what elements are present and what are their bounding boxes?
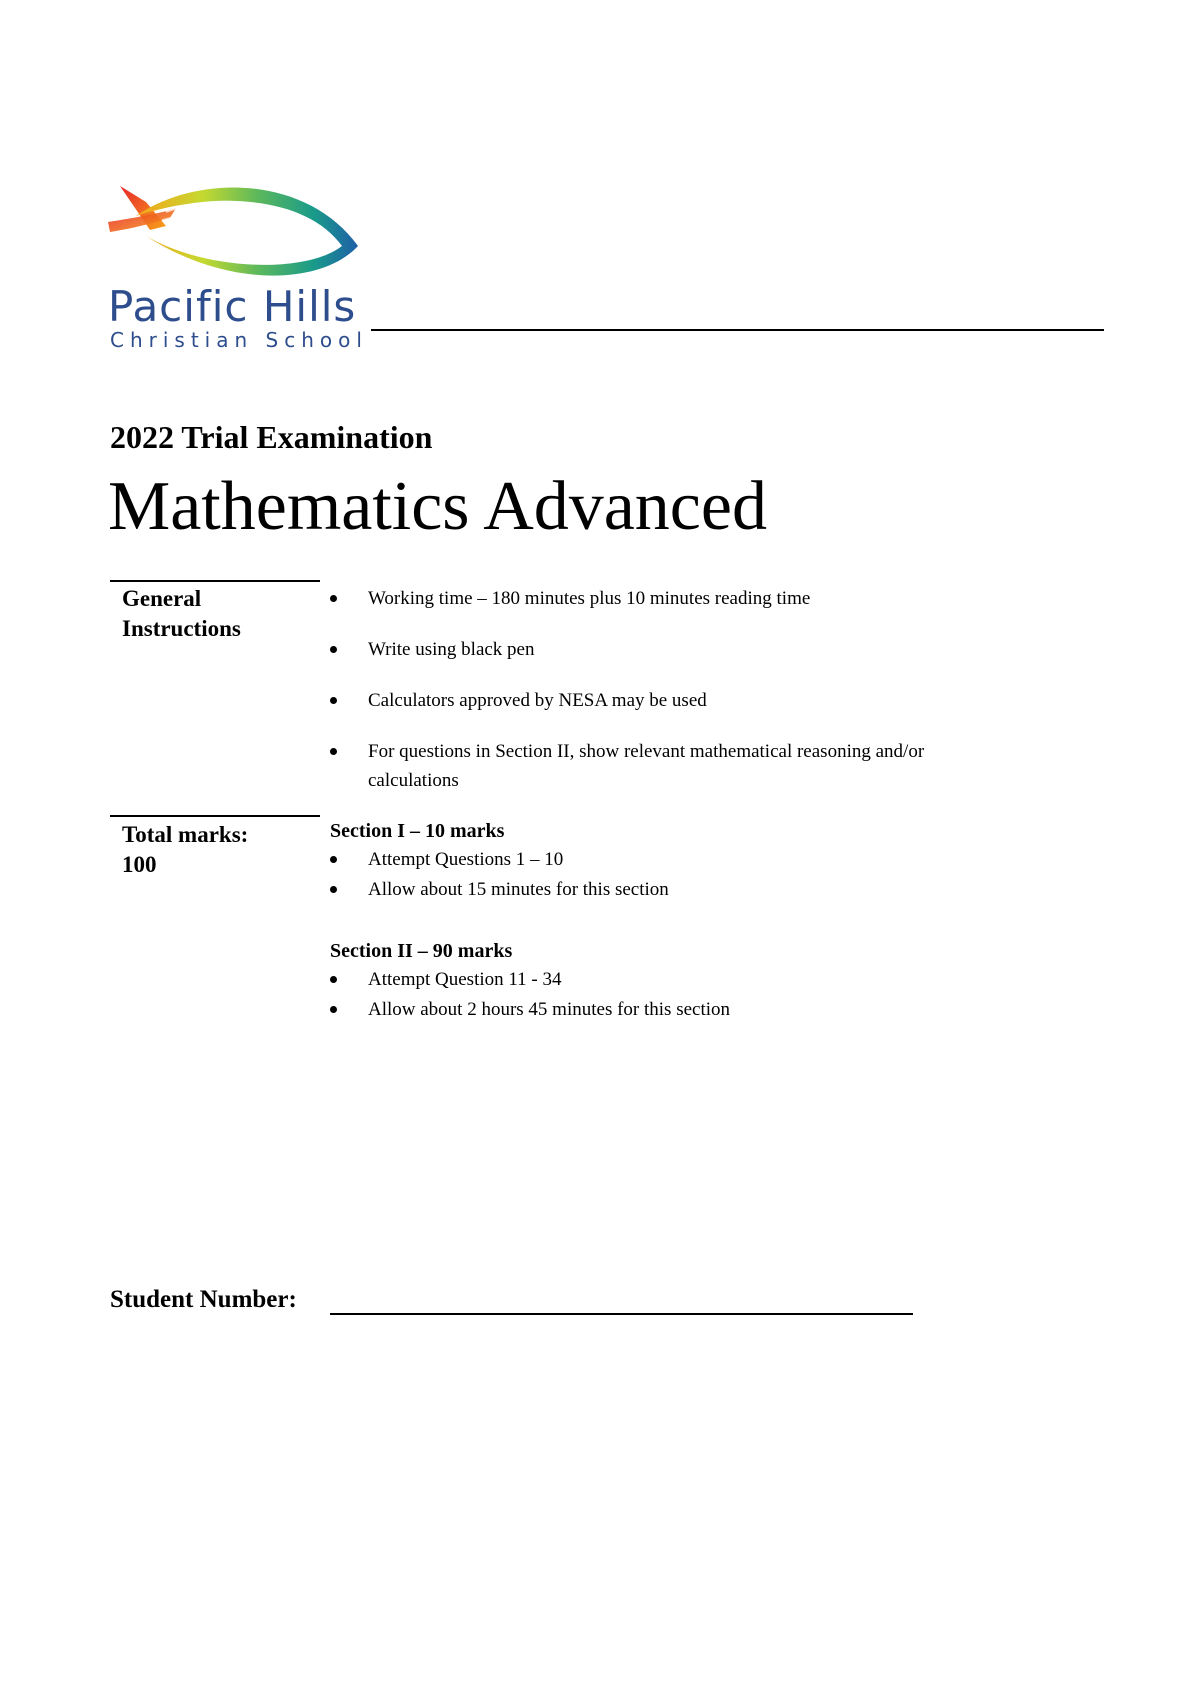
list-item: Working time – 180 minutes plus 10 minutes reading time [330,584,980,613]
bullet-icon [330,1006,337,1013]
list-item: Allow about 2 hours 45 minutes for this section [330,995,730,1024]
section-1-heading: Section I – 10 marks [330,820,505,842]
subject-title: Mathematics Advanced [108,468,767,545]
school-logo [106,176,366,351]
bullet-icon [330,856,337,863]
fish-logo-icon [106,176,366,286]
section-2-list [330,965,730,1025]
list-item: Attempt Question 11 - 34 [330,965,730,994]
bullet-icon [330,886,337,893]
list-item: Attempt Questions 1 – 10 [330,845,669,874]
instructions-divider [110,580,320,582]
total-marks-divider [110,815,320,817]
list-item: Write using black pen [330,635,980,664]
list-item: For questions in Section II, show relevant mathematical reasoning and/or calculations [330,737,980,795]
student-number-label: Student Number: [110,1286,297,1313]
school-name: Pacific Hills [108,282,357,331]
list-item: Calculators approved by NESA may be used [330,686,980,715]
bullet-icon [330,748,337,755]
section-2-heading: Section II – 90 marks [330,940,513,962]
general-instructions-list [330,584,980,795]
exam-title: 2022 Trial Examination [110,419,433,455]
student-number-field[interactable] [330,1313,913,1315]
general-instructions-label: General Instructions [122,586,241,641]
bullet-icon [330,595,337,602]
list-item: Allow about 15 minutes for this section [330,875,669,904]
section-1-list [330,845,669,905]
header-divider [371,329,1104,331]
bullet-icon [330,697,337,704]
school-subname: Christian School [110,328,368,352]
bullet-icon [330,976,337,983]
total-marks-label: Total marks: 100 [122,822,249,877]
bullet-icon [330,646,337,653]
